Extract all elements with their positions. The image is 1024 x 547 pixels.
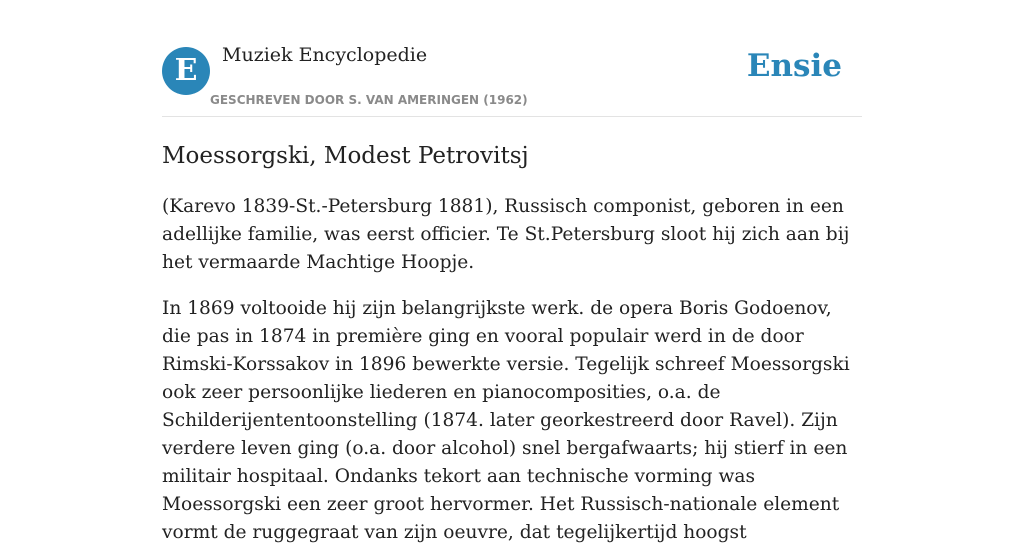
author-line: GESCHREVEN DOOR S. VAN AMERINGEN (1962) [210, 93, 528, 107]
page-title: Moessorgski, Modest Petrovitsj [162, 143, 529, 169]
encyclopedia-name-link[interactable]: Muziek Encyclopedie [222, 44, 428, 66]
ensie-logo-icon[interactable]: E [162, 47, 210, 95]
brand-logo[interactable]: Ensie [746, 48, 842, 84]
article-paragraph: In 1869 voltooide hij zijn belangrijkste werk. de opera Boris Godoenov, die pas in 1874 in première ging en vooral populair werd in de door Rimski-Korssakov in 1896 bewerkte versie. Tegelijk schreef Moessorgski ook zeer persoonlijke liederen en pianocomposities, o.a. de Schilderijententoonstelling (1874. later georkestreerd door Ravel). Zijn verdere leven ging (o.a. door alcohol) snel bergafwaarts; hij stierf in een militair hospitaal. Ondanks tekort aan technische vorming was Moessorgski een zeer groot hervormer. Het Russisch-nationale element vormt de ruggegraat van zijn oeuvre, dat tegelijkertijd hoogst [162, 298, 850, 543]
article-paragraph: (Karevo 1839-St.-Petersburg 1881), Russisch componist, geboren in een adellijke familie, was eerst officier. Te St.Petersburg sloot hij zich aan bij het vermaarde Machtige Hoopje. [162, 196, 850, 273]
article-header [162, 0, 862, 117]
article-container [162, 0, 862, 547]
